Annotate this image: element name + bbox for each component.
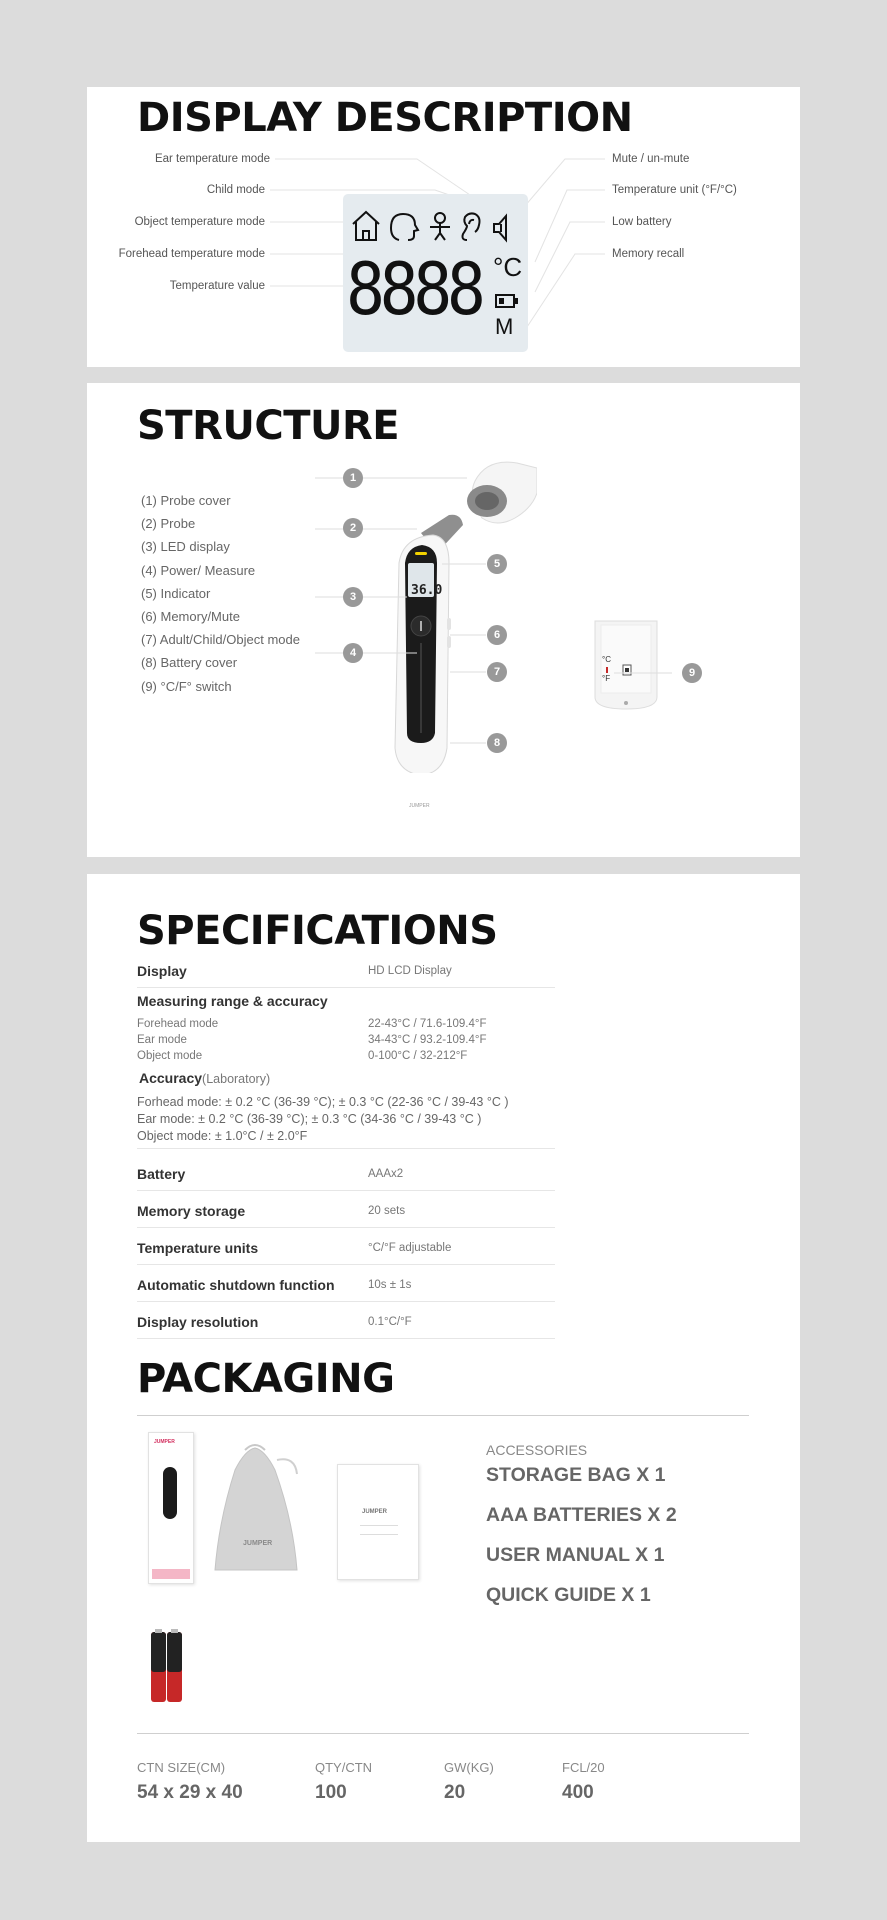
accessories-heading: ACCESSORIES — [486, 1442, 588, 1458]
accessory-item: STORAGE BAG X 1 — [486, 1464, 666, 1486]
mode-label: Forehead mode — [137, 1018, 219, 1030]
box-device — [163, 1467, 177, 1519]
manual-text-lines — [360, 1525, 398, 1535]
part-item: (6) Memory/Mute — [141, 608, 240, 624]
callout-5: 5 — [487, 554, 507, 574]
spec-row-memory — [137, 1195, 555, 1228]
label-child-mode: Child mode — [206, 184, 265, 196]
callout-2: 2 — [343, 518, 363, 538]
label-temperature-value: Temperature value — [169, 280, 265, 292]
spec-row-resolution — [137, 1306, 555, 1339]
spec-label: Memory storage — [137, 1203, 246, 1219]
switch-celsius-label: °C — [602, 655, 611, 664]
display-description-card — [87, 87, 800, 367]
mute-icon — [494, 216, 506, 240]
object-icon — [391, 214, 418, 240]
accuracy-line: Forhead mode: ± 0.2 °C (36-39 °C); ± 0.3 °C (22-36 °C / 39-43 °C ) — [137, 1095, 509, 1109]
low-battery-icon — [495, 292, 521, 310]
callout-lines — [87, 383, 800, 857]
device-screen-reading: 36.0 — [411, 583, 443, 598]
mode-value: 22-43°C / 71.6-109.4°F — [368, 1018, 487, 1030]
label-object-temperature-mode: Object temperature mode — [134, 216, 265, 228]
label-ear-temperature-mode: Ear temperature mode — [154, 153, 270, 165]
structure-card — [87, 383, 800, 857]
shipping-value: 100 — [315, 1782, 347, 1803]
lcd-memory: M — [495, 314, 514, 339]
product-box-image — [148, 1432, 194, 1584]
device-brand: JUMPER — [409, 803, 430, 809]
shipping-label: QTY/CTN — [315, 1760, 373, 1775]
accessory-item: USER MANUAL X 1 — [486, 1544, 665, 1566]
manual-brand: JUMPER — [362, 1509, 388, 1515]
accuracy-line: Object mode: ± 1.0°C / ± 2.0°F — [137, 1129, 308, 1143]
packaging-divider — [137, 1415, 749, 1416]
measuring-title: Measuring range & accuracy — [137, 993, 328, 1009]
aaa-batteries-image — [147, 1628, 189, 1708]
spec-row-units — [137, 1232, 555, 1265]
bag-brand: JUMPER — [243, 1540, 273, 1547]
accuracy-divider — [137, 1148, 555, 1149]
mode-label: Object mode — [137, 1050, 203, 1062]
part-item: (7) Adult/Child/Object mode — [141, 632, 300, 648]
label-low-battery: Low battery — [612, 216, 672, 228]
shipping-label: FCL/20 — [562, 1760, 605, 1775]
spec-row-shutdown — [137, 1269, 555, 1302]
callout-9: 9 — [682, 663, 702, 683]
shipping-value: 20 — [444, 1782, 466, 1803]
spec-label: Temperature units — [137, 1240, 259, 1256]
shipping-value: 400 — [562, 1782, 594, 1803]
accessory-item: QUICK GUIDE X 1 — [486, 1584, 651, 1606]
label-mute: Mute / un-mute — [612, 153, 690, 165]
lcd-screen — [343, 194, 528, 352]
accuracy-note: (Laboratory) — [202, 1072, 271, 1086]
user-manual-image — [337, 1464, 419, 1580]
shipping-label: GW(KG) — [444, 1760, 494, 1775]
part-item: (8) Battery cover — [141, 655, 238, 671]
part-item: (2) Probe — [141, 516, 196, 532]
spec-value: HD LCD Display — [368, 965, 452, 977]
spec-value: 0.1°C/°F — [368, 1316, 412, 1328]
spec-row-battery — [137, 1158, 555, 1191]
packaging-title: PACKAGING — [137, 1356, 395, 1402]
spec-value: 10s ± 1s — [368, 1279, 412, 1291]
accuracy-line: Ear mode: ± 0.2 °C (36-39 °C); ± 0.3 °C (34-36 °C / 39-43 °C ) — [137, 1112, 482, 1126]
part-item: (5) Indicator — [141, 585, 211, 601]
specs-packaging-card — [87, 874, 800, 1842]
label-temperature-unit: Temperature unit (°F/°C) — [612, 184, 737, 196]
callout-8: 8 — [487, 733, 507, 753]
shipping-value: 54 x 29 x 40 — [137, 1782, 243, 1803]
accuracy-title: Accuracy — [139, 1070, 203, 1086]
spec-label: Automatic shutdown function — [137, 1277, 335, 1293]
spec-row-display — [137, 960, 555, 988]
lcd-unit: °C — [493, 252, 523, 282]
forehead-icon — [353, 212, 379, 240]
display-description-title: DISPLAY DESCRIPTION — [137, 95, 633, 141]
mode-label: Ear mode — [137, 1034, 187, 1046]
box-brand: JUMPER — [154, 1439, 175, 1445]
shipping-divider — [137, 1733, 749, 1734]
accessory-item: AAA BATTERIES X 2 — [486, 1504, 677, 1526]
callout-3: 3 — [343, 587, 363, 607]
callout-1: 1 — [343, 468, 363, 488]
spec-value: AAAx2 — [368, 1168, 404, 1180]
spec-label: Display — [137, 963, 187, 979]
accuracy-heading — [139, 1070, 270, 1088]
part-item: (4) Power/ Measure — [141, 562, 256, 578]
part-item: (9) °C/F° switch — [141, 678, 232, 694]
callout-4: 4 — [343, 643, 363, 663]
label-memory-recall: Memory recall — [612, 248, 685, 260]
box-pink-band — [152, 1569, 190, 1579]
spec-label: Battery — [137, 1166, 186, 1182]
spec-value: 20 sets — [368, 1205, 406, 1217]
mode-value: 34-43°C / 93.2-109.4°F — [368, 1034, 487, 1046]
callout-7: 7 — [487, 662, 507, 682]
spec-label: Display resolution — [137, 1314, 259, 1330]
child-icon — [430, 213, 450, 240]
part-item: (1) Probe cover — [141, 493, 231, 508]
label-forehead-temperature-mode: Forehead temperature mode — [118, 248, 265, 260]
specifications-title: SPECIFICATIONS — [137, 908, 498, 954]
mode-value: 0-100°C / 32-212°F — [368, 1050, 468, 1062]
shipping-label: CTN SIZE(CM) — [137, 1760, 226, 1775]
structure-title: STRUCTURE — [137, 403, 400, 449]
lcd-digits: 8888 — [346, 247, 481, 331]
ear-icon — [463, 213, 480, 240]
switch-fahrenheit-label: °F — [602, 674, 611, 683]
part-item: (3) LED display — [141, 539, 230, 555]
storage-bag-image — [205, 1430, 305, 1580]
spec-value: °C/°F adjustable — [368, 1242, 452, 1254]
callout-6: 6 — [487, 625, 507, 645]
